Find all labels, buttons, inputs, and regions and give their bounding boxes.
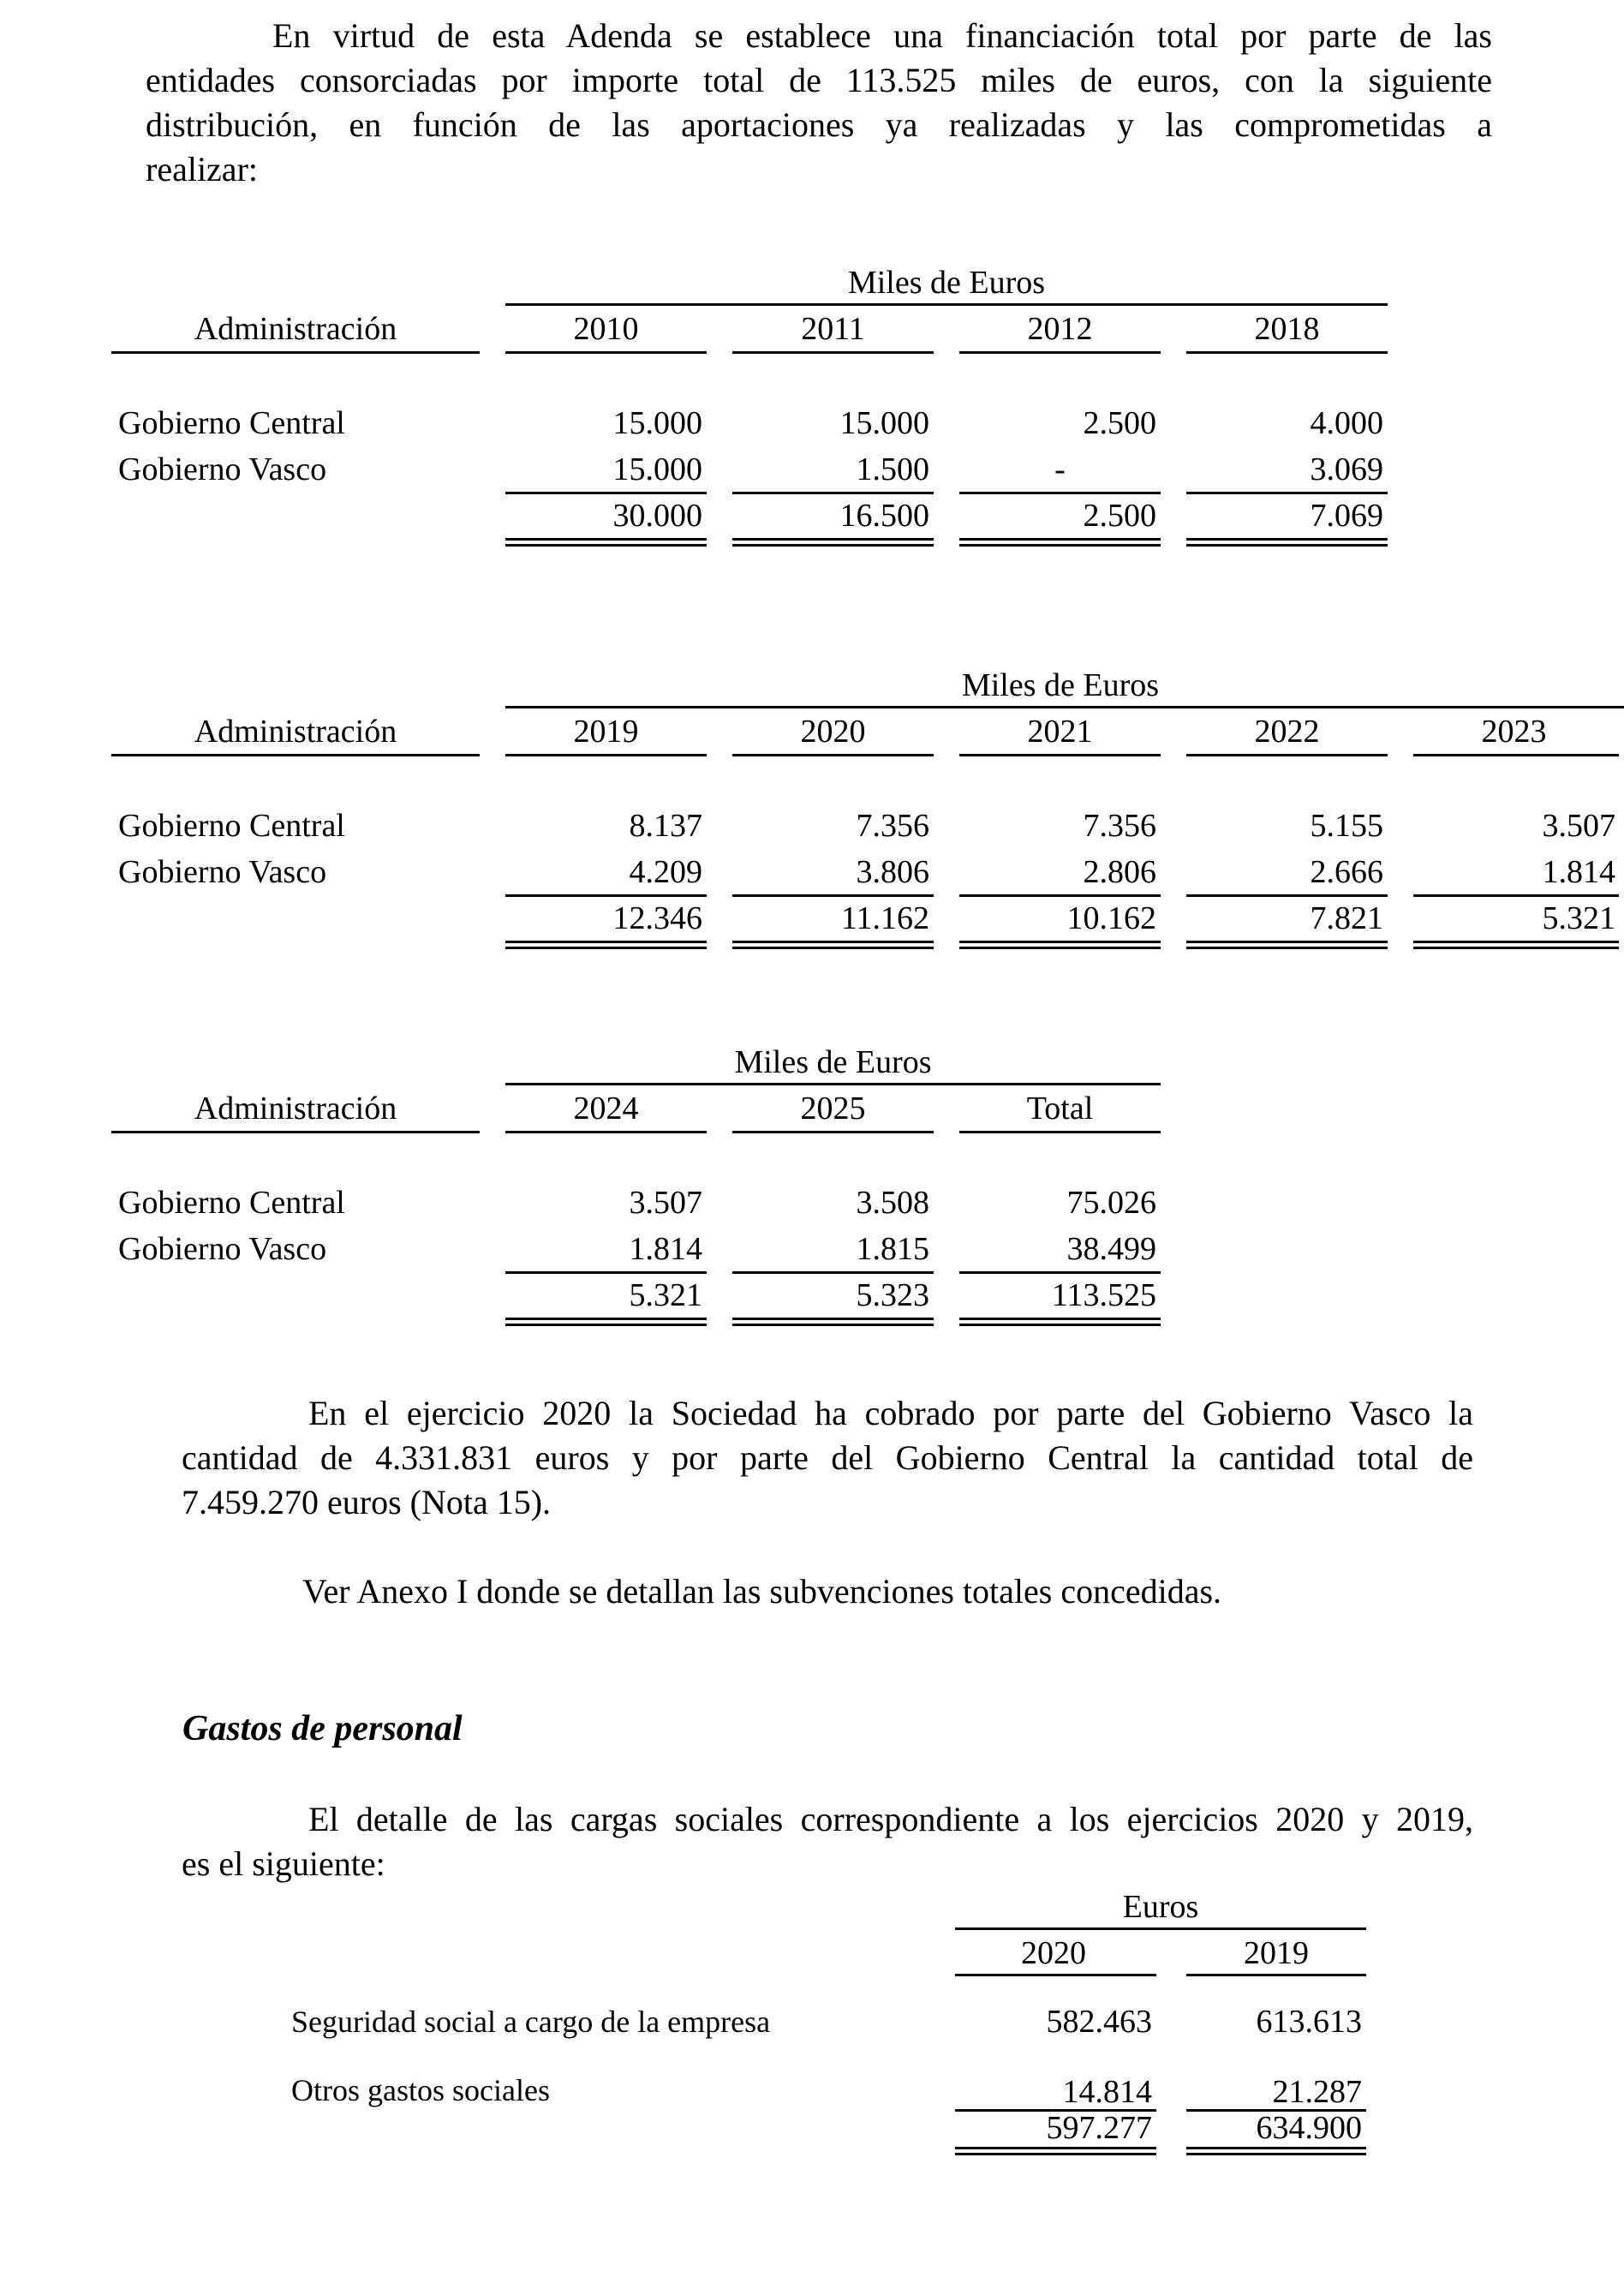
- table3-cell: 3.507: [629, 1185, 702, 1221]
- intro-paragraph: [146, 14, 1492, 192]
- personal-year-header: 2020: [1021, 1935, 1086, 1971]
- intro-line-1: En virtud de esta Adenda se establece una financiación total por parte de las: [272, 16, 1492, 55]
- collection-line-3: 7.459.270 euros (Nota 15).: [182, 1483, 552, 1521]
- table2-total: 11.162: [840, 900, 929, 936]
- table1-cell: 4.000: [1310, 405, 1383, 441]
- collection-line-1: En el ejercicio 2020 la Sociedad ha cobrado por parte del Gobierno Vasco la: [308, 1394, 1473, 1432]
- table1-row-label: Gobierno Central: [118, 405, 345, 441]
- table2-year-header: 2022: [1254, 714, 1320, 750]
- table2-row-label: Gobierno Central: [118, 808, 345, 844]
- collection-line-2: cantidad de 4.331.831 euros y por parte del Gobierno Central la cantidad total de: [182, 1438, 1473, 1477]
- table3-unit-rule: [505, 1083, 1161, 1085]
- table2-cell: 3.806: [856, 854, 929, 890]
- table1-cell: 2.500: [1083, 405, 1156, 441]
- table2-cell: 8.137: [629, 808, 702, 844]
- table3-row-label: Gobierno Central: [118, 1185, 345, 1221]
- table1-unit: Miles de Euros: [847, 265, 1046, 301]
- table3-total: 113.525: [1051, 1277, 1156, 1313]
- table3-year-header: Total: [1026, 1091, 1094, 1127]
- table1-year-header: 2011: [801, 311, 865, 347]
- personal-unit: Euros: [1122, 1889, 1199, 1925]
- table1-cell: 15.000: [612, 405, 702, 441]
- table3-total: 5.323: [856, 1277, 929, 1313]
- table1-cell: 15.000: [839, 405, 929, 441]
- table2-cell: 2.806: [1083, 854, 1156, 890]
- table1-year-header: 2010: [573, 311, 639, 347]
- intro-line-2: entidades consorciadas por importe total de 113.525 miles de euros, con la siguiente: [146, 61, 1492, 99]
- table3-cell: 1.814: [629, 1231, 702, 1267]
- table2-total: 12.346: [612, 900, 702, 936]
- personal-line-1: El detalle de las cargas sociales correspondiente a los ejercicios 2020 y 2019,: [308, 1800, 1473, 1838]
- personal-cell: 14.814: [1062, 2074, 1152, 2110]
- personal-total: 634.900: [1256, 2110, 1362, 2146]
- table1-row-header: Administración: [194, 311, 397, 347]
- table2-total: 10.162: [1066, 900, 1156, 936]
- table3-total: 5.321: [629, 1277, 702, 1313]
- personal-cell: 582.463: [1046, 2004, 1152, 2040]
- table2-total: 7.821: [1310, 900, 1383, 936]
- table1-cell: 1.500: [856, 451, 929, 487]
- table2-year-header: 2021: [1027, 714, 1093, 750]
- table1-cell: -: [1054, 451, 1066, 487]
- table2-row-header: Administración: [194, 714, 397, 750]
- table2-year-header: 2023: [1481, 714, 1547, 750]
- personal-cell: 21.287: [1272, 2074, 1362, 2110]
- section-title: Gastos de personal: [182, 1709, 463, 1748]
- table3-year-header: 2025: [800, 1091, 866, 1127]
- table2-total: 5.321: [1542, 900, 1615, 936]
- table2-cell: 4.209: [629, 854, 702, 890]
- table2-cell: 2.666: [1310, 854, 1383, 890]
- personal-row-label: Otros gastos sociales: [291, 2073, 550, 2107]
- table3-row-header: Administración: [194, 1091, 397, 1127]
- intro-line-4: realizar:: [146, 150, 258, 188]
- personal-row-label: Seguridad social a cargo de la empresa: [291, 2005, 771, 2039]
- personal-line-2: es el siguiente:: [182, 1844, 385, 1883]
- table1-total: 16.500: [839, 498, 929, 534]
- intro-line-3: distribución, en función de las aportaciones ya realizadas y las comprometidas a: [146, 105, 1492, 144]
- table2-row-label: Gobierno Vasco: [118, 854, 327, 890]
- collection-paragraph: [182, 1391, 1473, 1525]
- table2-cell: 1.814: [1542, 854, 1615, 890]
- table1-total: 7.069: [1310, 498, 1383, 534]
- table1-year-header: 2018: [1254, 311, 1320, 347]
- table2-cell: 7.356: [856, 808, 929, 844]
- table1-unit-rule: [505, 303, 1388, 306]
- table3-cell: 75.026: [1066, 1185, 1156, 1221]
- table3-cell: 1.815: [856, 1231, 929, 1267]
- table2-cell: 3.507: [1542, 808, 1615, 844]
- table3-year-header: 2024: [573, 1091, 639, 1127]
- annex-note: Ver Anexo I donde se detallan las subvenciones totales concedidas.: [302, 1572, 1222, 1611]
- table2-cell: 5.155: [1310, 808, 1383, 844]
- table2-cell: 7.356: [1083, 808, 1156, 844]
- table1-cell: 3.069: [1310, 451, 1383, 487]
- table2-year-header: 2020: [800, 714, 866, 750]
- personal-paragraph: [182, 1797, 1473, 1886]
- table1-total: 30.000: [612, 498, 702, 534]
- table2-unit: Miles de Euros: [961, 667, 1160, 703]
- table3-cell: 38.499: [1066, 1231, 1156, 1267]
- table2-unit-rule: [505, 706, 1624, 708]
- table2-year-header: 2019: [573, 714, 639, 750]
- table3-cell: 3.508: [856, 1185, 929, 1221]
- table1-row-label: Gobierno Vasco: [118, 451, 327, 487]
- personal-total: 597.277: [1046, 2110, 1152, 2146]
- table1-total: 2.500: [1083, 498, 1156, 534]
- table3-row-label: Gobierno Vasco: [118, 1231, 327, 1267]
- personal-year-header: 2019: [1244, 1935, 1309, 1971]
- table3-unit: Miles de Euros: [734, 1044, 932, 1080]
- personal-cell: 613.613: [1256, 2004, 1362, 2040]
- table1-cell: 15.000: [612, 451, 702, 487]
- table1-year-header: 2012: [1027, 311, 1093, 347]
